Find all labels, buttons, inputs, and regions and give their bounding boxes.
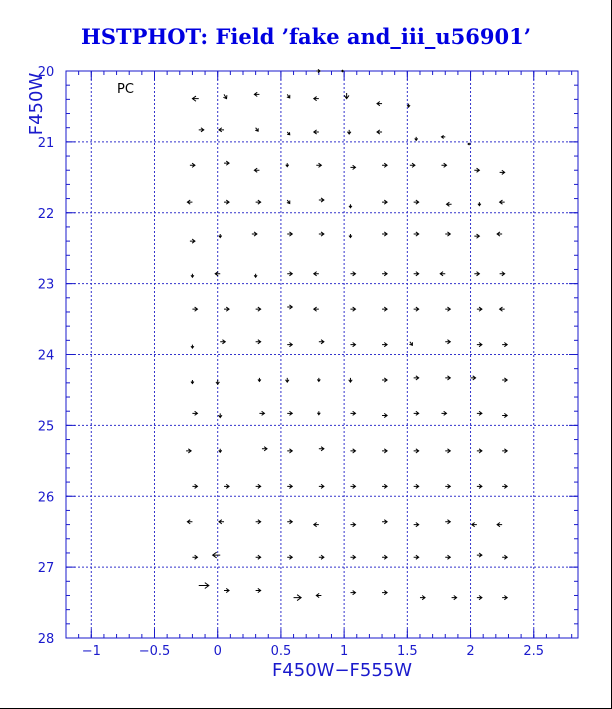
data-point [414,523,419,527]
y-tick-labels [38,65,55,647]
data-point [472,523,477,527]
data-point [382,378,387,382]
data-point [477,484,482,488]
data-point [382,200,387,204]
x-tick-labels [82,644,544,659]
data-point [414,272,419,276]
data-point [349,378,352,382]
data-point [382,272,387,276]
data-point [199,583,209,589]
data-point [314,272,319,276]
data-point [441,163,446,167]
data-point [414,376,419,380]
data-point [477,449,482,453]
data-point [500,272,505,276]
data-point [224,161,229,165]
data-point [502,413,507,417]
data-point [350,591,355,595]
y-tick-label: 24 [37,348,55,364]
data-point [314,97,319,101]
y-axis-label: F450W [26,72,47,136]
data-point [199,128,204,132]
data-point [471,376,476,380]
data-point [350,165,355,169]
data-point [502,596,507,600]
data-point [191,380,194,384]
data-point [474,234,479,238]
data-point [350,272,355,276]
data-point [192,555,197,559]
data-point [285,378,288,382]
data-point [377,130,382,134]
data-point [287,520,292,524]
data-point [256,520,261,524]
data-point [219,128,224,132]
data-point [445,555,450,559]
data-point [256,484,261,488]
data-point [216,380,219,384]
data-point [382,413,387,417]
data-point [223,94,226,98]
x-tick-label: 2.5 [523,644,545,659]
data-point [414,232,419,236]
data-point [477,342,482,346]
data-point [382,520,387,524]
data-point [219,520,224,524]
data-point [287,132,290,135]
data-point [502,484,507,488]
data-point [414,411,419,415]
data-point [190,239,195,243]
data-point [314,307,319,311]
data-point [502,342,507,346]
data-point [192,484,197,488]
data-point [254,274,257,278]
data-point [350,307,355,311]
data-point [294,595,302,601]
data-point [414,555,419,559]
data-point [500,307,505,311]
data-point [287,94,290,98]
data-point [219,234,222,238]
data-point [220,340,225,344]
y-tick-label: 21 [37,135,55,151]
data-point [445,307,450,311]
data-point [349,234,352,238]
data-point [344,93,349,99]
y-tick-label: 20 [37,65,55,80]
data-point [477,596,482,600]
chart-title: HSTPHOT: Field ’fake and_iii_u56901’ [80,24,532,49]
data-point [350,523,355,527]
data-point [256,555,261,559]
data-point [445,232,450,236]
data-point [286,163,289,167]
data-point [262,447,267,451]
data-point [350,484,355,488]
data-point [255,128,258,132]
data-point [477,307,482,311]
data-point [258,378,261,382]
data-point [445,340,450,344]
data-point [319,447,324,451]
data-point [382,591,387,595]
x-tick-label: −0.5 [138,644,171,659]
data-point [287,411,292,415]
data-point [256,588,261,592]
x-tick-label: 1 [339,644,349,659]
data-point [259,411,264,415]
data-point [256,200,261,204]
data-point [500,170,505,174]
data-point [187,200,192,204]
data-point [502,449,507,453]
data-point [414,307,419,311]
data-point [316,163,321,167]
x-tick-label: 0.5 [270,644,292,659]
y-tick-label: 27 [37,561,55,577]
data-point [287,200,290,204]
data-point [445,520,450,524]
data-point [382,449,387,453]
data-point [350,555,355,559]
data-point [224,588,229,592]
y-tick-label: 28 [37,632,55,647]
data-point [192,411,197,415]
data-point [497,232,502,236]
data-point [319,340,324,344]
y-tick-label: 23 [37,277,55,293]
data-point [317,378,320,382]
data-point [316,593,321,597]
data-point [319,484,324,488]
data-point [314,130,319,134]
data-point [254,92,259,96]
data-point [349,204,352,208]
data-point [445,376,450,380]
data-point [382,163,387,167]
data-point [502,378,507,382]
data-point [382,555,387,559]
data-points [186,69,507,600]
data-point [414,484,419,488]
data-point [478,202,481,206]
x-tick-label: 0 [213,644,222,659]
x-tick-label: −1 [81,644,101,659]
data-point [192,96,198,101]
data-point [497,523,502,527]
data-point [477,411,482,415]
data-point [319,555,324,559]
data-point [287,342,292,346]
data-point [382,342,387,346]
data-point [502,555,507,559]
data-point [319,198,324,202]
data-point [317,411,320,415]
data-point [445,484,450,488]
y-tick-label: 22 [37,206,55,222]
data-point [218,413,221,417]
data-point [477,553,482,557]
data-point [287,272,292,276]
data-point [500,200,505,204]
y-tick-label: 26 [37,490,55,506]
data-point [190,163,195,167]
data-point [314,523,319,527]
data-point [415,137,418,141]
data-point [350,411,355,415]
data-point [187,520,192,524]
data-point [382,307,387,311]
data-point [287,555,292,559]
data-point [445,449,450,453]
data-point [350,449,355,453]
panel-label: PC [117,82,134,97]
data-point [254,168,259,172]
data-point [440,272,445,276]
data-point [224,307,229,311]
data-point [191,274,194,278]
x-tick-label: 1.5 [396,644,418,659]
data-point [287,305,292,309]
data-point [287,449,292,453]
data-point [414,449,419,453]
data-point [186,449,191,453]
y-tick-label: 25 [37,419,55,435]
data-point [452,596,457,600]
data-point [441,135,445,138]
data-point [252,232,257,236]
data-point [420,596,425,600]
data-point [319,232,324,236]
data-point [256,307,261,311]
data-point [219,449,222,453]
data-point [224,200,229,204]
x-tick-label: 2 [466,644,475,659]
data-point [410,342,413,346]
data-point [474,272,479,276]
data-point [316,69,320,72]
data-point [382,232,387,236]
data-point [256,340,261,344]
data-point [382,484,387,488]
grid-lines [66,71,578,638]
data-point [192,307,197,311]
data-point [441,411,446,415]
data-point [287,484,292,488]
data-point [215,272,220,276]
data-point [377,102,382,106]
data-point [191,345,194,349]
x-axis-label: F450W−F555W [271,660,413,681]
data-point [410,163,415,167]
data-point [414,200,419,204]
data-point [347,130,350,134]
data-point [287,232,292,236]
data-point [350,342,355,346]
data-point [224,484,229,488]
data-point [447,202,452,206]
data-point [213,552,221,558]
data-point [474,168,479,172]
